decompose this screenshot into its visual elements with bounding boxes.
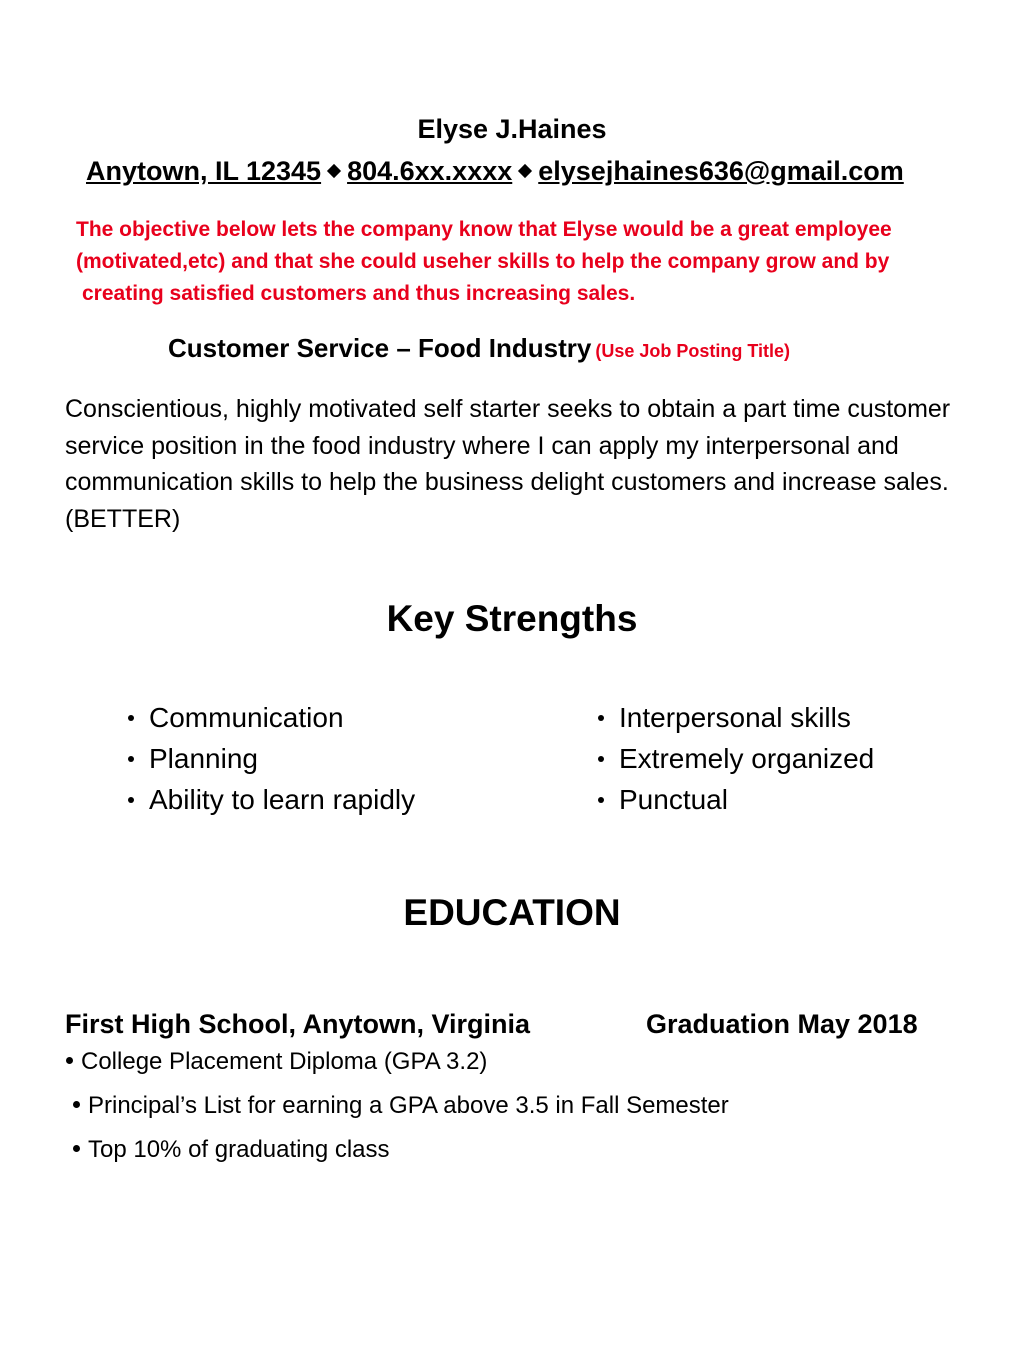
bullet-icon xyxy=(73,1145,80,1152)
education-item xyxy=(66,1047,487,1077)
education-item xyxy=(73,1091,729,1121)
education-item-text: College Placement Diploma (GPA 3.2) xyxy=(81,1048,488,1075)
annotation-line-1: The objective below lets the company know that Elyse would be a great employee xyxy=(76,218,892,241)
education-item-text: Principal’s List for earning a GPA above 3.5 in Fall Semester xyxy=(88,1092,729,1119)
diamond-separator-icon xyxy=(518,164,532,178)
objective-title-text: Customer Service – Food Industry xyxy=(168,333,592,363)
annotation-line-3: creating satisfied customers and thus increasing sales. xyxy=(82,282,636,305)
list-item: Ability to learn rapidly xyxy=(124,779,415,820)
diamond-separator-icon xyxy=(327,164,341,178)
education-item-text: Top 10% of graduating class xyxy=(88,1136,390,1163)
objective-title xyxy=(168,331,790,368)
annotation-line-2: (motivated,etc) and that she could useher skills to help the company grow and by xyxy=(76,250,890,273)
objective-text: Conscientious, highly motivated self starter seeks to obtain a part time customer service position in the food industry where I can apply my interpersonal and communication skills to help the business delight customers and increase sales. (BETTER) xyxy=(65,395,951,533)
objective-title-hint: (Use Job Posting Title) xyxy=(595,341,791,361)
strengths-list-left xyxy=(124,697,415,820)
strengths-list-right xyxy=(594,697,874,820)
school-name: First High School, Anytown, Virginia xyxy=(65,1009,531,1039)
contact-email[interactable]: elysejhaines636@gmail.com xyxy=(538,156,904,186)
list-item: Interpersonal skills xyxy=(594,697,874,738)
education-heading: EDUCATION xyxy=(403,892,621,933)
education-item xyxy=(73,1135,390,1165)
list-item: Extremely organized xyxy=(594,738,874,779)
bullet-icon xyxy=(66,1057,73,1064)
list-item: Communication xyxy=(124,697,415,738)
bullet-icon xyxy=(73,1101,80,1108)
list-item: Punctual xyxy=(594,779,874,820)
graduation-date: Graduation May 2018 xyxy=(646,1009,918,1039)
contact-line xyxy=(86,154,904,188)
key-strengths-heading: Key Strengths xyxy=(386,598,638,639)
contact-location: Anytown, IL 12345 xyxy=(86,156,322,186)
resume-name: Elyse J.Haines xyxy=(417,114,607,144)
list-item: Planning xyxy=(124,738,415,779)
contact-phone: 804.6xx.xxxx xyxy=(347,156,513,186)
